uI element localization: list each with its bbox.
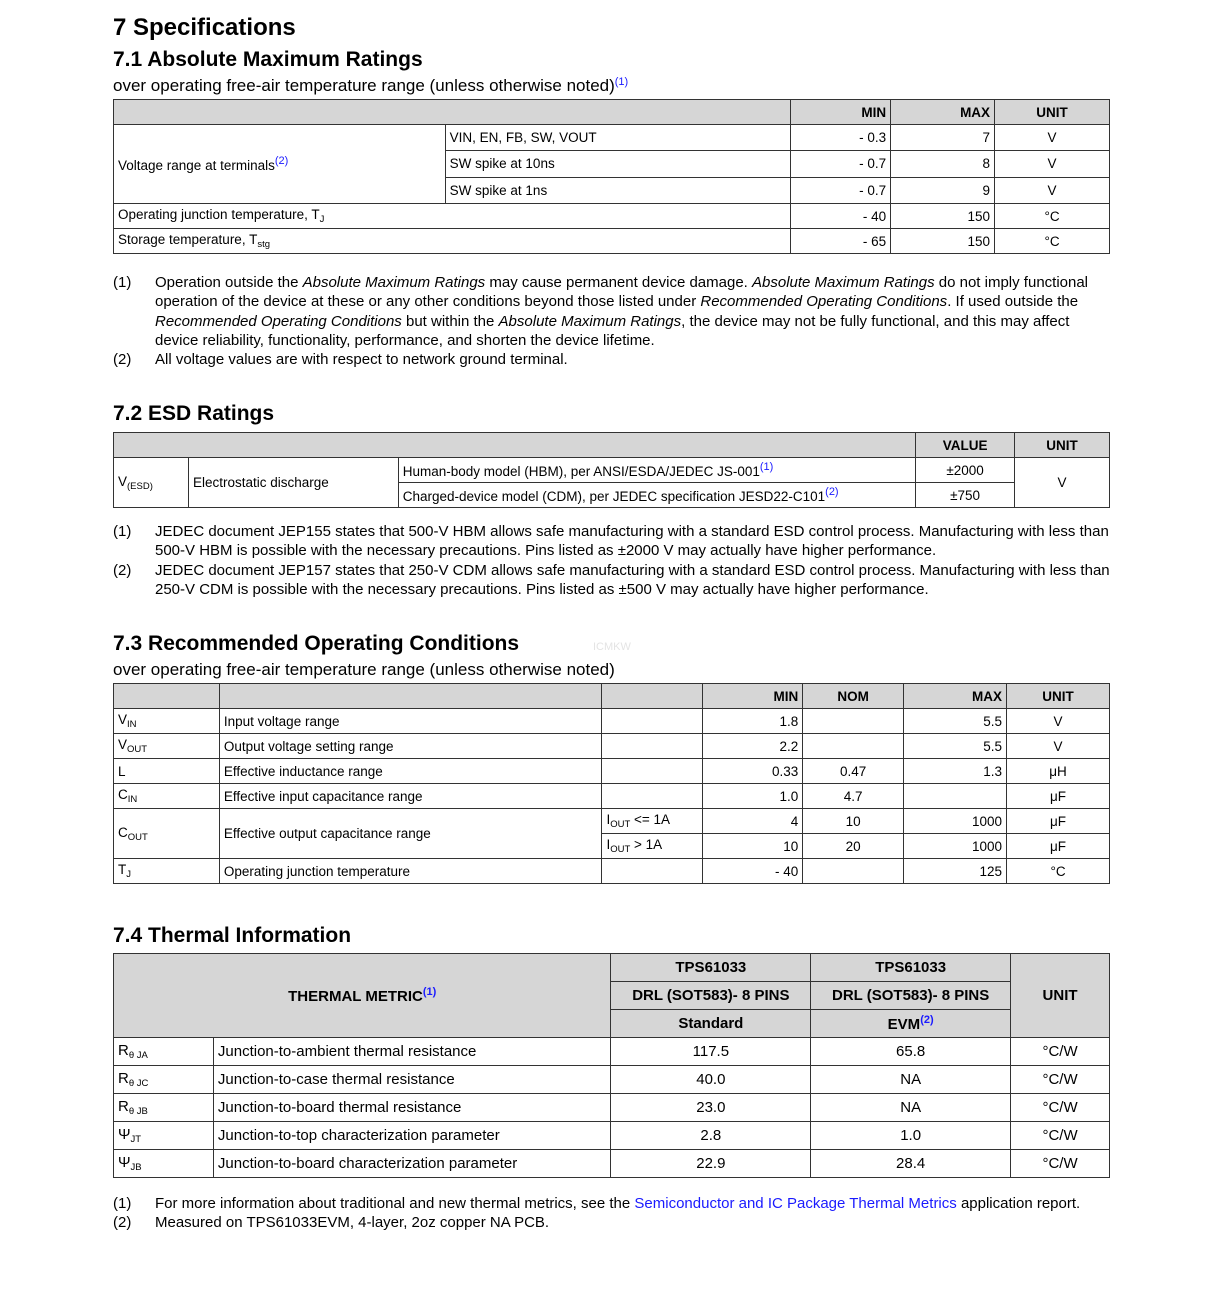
max-value: 7 bbox=[891, 125, 995, 151]
min-value: - 0.7 bbox=[791, 151, 891, 177]
symbol-text: T bbox=[118, 862, 127, 877]
max-value: 150 bbox=[891, 204, 995, 229]
nom-value: 4.7 bbox=[803, 784, 904, 809]
symbol-text: V bbox=[118, 712, 128, 727]
table-row bbox=[114, 1038, 1110, 1066]
subscript: IN bbox=[127, 794, 138, 805]
footnote-ref-link[interactable]: (1) bbox=[614, 76, 629, 88]
parameter: Input voltage range bbox=[219, 709, 602, 734]
header-text: THERMAL METRIC bbox=[288, 988, 423, 1005]
table-row bbox=[114, 709, 1110, 734]
header-min: MIN bbox=[703, 684, 803, 709]
table-header-row bbox=[114, 100, 1110, 125]
max-value bbox=[904, 784, 1007, 809]
esd-model bbox=[398, 458, 915, 483]
symbol-text: L bbox=[118, 763, 126, 779]
condition bbox=[602, 859, 703, 884]
unit-value: V bbox=[1007, 734, 1110, 759]
nom-value bbox=[803, 709, 904, 734]
esd-heading: 7.2 ESD Ratings bbox=[113, 402, 275, 425]
table-row bbox=[114, 1122, 1110, 1150]
unit-value: °C/W bbox=[1011, 1094, 1110, 1122]
evm-value: NA bbox=[811, 1094, 1011, 1122]
max-value: 5.5 bbox=[904, 734, 1007, 759]
symbol bbox=[114, 809, 220, 859]
nom-value bbox=[803, 859, 904, 884]
footnote bbox=[113, 522, 1110, 561]
symbol bbox=[114, 1122, 214, 1150]
abs-max-footnotes bbox=[113, 273, 1110, 369]
footnote-text bbox=[155, 1194, 1110, 1213]
table-row bbox=[114, 458, 1110, 483]
roc-heading: 7.3 Recommended Operating Conditions bbox=[113, 632, 520, 655]
header-unit: UNIT bbox=[1015, 433, 1110, 458]
esd-footnotes bbox=[113, 522, 1110, 599]
abs-max-heading: 7.1 Absolute Maximum Ratings bbox=[113, 48, 423, 71]
nom-value: 0.47 bbox=[803, 759, 904, 784]
standard-value: 23.0 bbox=[611, 1094, 811, 1122]
condition: VIN, EN, FB, SW, VOUT bbox=[445, 125, 791, 151]
footnote-text: All voltage values are with respect to network ground terminal. bbox=[155, 351, 568, 369]
table-row bbox=[114, 759, 1110, 784]
unit-value: V bbox=[995, 151, 1110, 177]
unit-value: °C bbox=[1007, 859, 1110, 884]
evm-value: 65.8 bbox=[811, 1038, 1011, 1066]
table-row bbox=[114, 1066, 1110, 1094]
symbol-text: C bbox=[118, 824, 128, 840]
italic-run: Absolute Maximum Ratings bbox=[752, 274, 935, 291]
unit-value: V bbox=[995, 125, 1110, 151]
symbol bbox=[114, 1094, 214, 1122]
table-header-row bbox=[114, 684, 1110, 709]
evm-value: NA bbox=[811, 1066, 1011, 1094]
symbol bbox=[114, 1038, 214, 1066]
subscript: θ JB bbox=[128, 1106, 148, 1117]
thermal-heading: 7.4 Thermal Information bbox=[113, 924, 352, 947]
cond-symbol: I bbox=[606, 812, 611, 827]
min-value: 2.2 bbox=[703, 734, 803, 759]
col1-variant: Standard bbox=[611, 1010, 811, 1038]
min-value: 1.8 bbox=[703, 709, 803, 734]
footnote-text: Measured on TPS61033EVM, 4-layer, 2oz copper NA PCB. bbox=[155, 1214, 550, 1232]
condition: SW spike at 1ns bbox=[445, 177, 791, 203]
subscript: IN bbox=[127, 719, 137, 730]
footnote bbox=[113, 273, 1110, 350]
text-run: application report. bbox=[956, 1195, 1081, 1212]
subscript: θ JA bbox=[128, 1050, 148, 1061]
text-run: do not imply functional operation of the device at these or any other conditions beyond those listed under bbox=[155, 274, 1089, 311]
italic-run: Recommended Operating Conditions bbox=[700, 293, 948, 311]
footnote-ref-link[interactable]: (2) bbox=[825, 486, 839, 498]
footnote bbox=[113, 350, 1110, 369]
evm-value: 1.0 bbox=[811, 1122, 1011, 1150]
max-value: 125 bbox=[904, 859, 1007, 884]
symbol bbox=[114, 1150, 214, 1178]
header-unit: UNIT bbox=[995, 100, 1110, 125]
footnote-ref-link[interactable]: (1) bbox=[422, 986, 437, 998]
symbol-text: R bbox=[118, 1070, 129, 1087]
min-value: - 65 bbox=[791, 229, 891, 254]
esd-symbol bbox=[114, 458, 189, 508]
max-value: 150 bbox=[891, 229, 995, 254]
table-row bbox=[114, 734, 1110, 759]
parameter: Junction-to-case thermal resistance bbox=[213, 1066, 611, 1094]
parameter: Output voltage setting range bbox=[219, 734, 602, 759]
footnote-ref-link[interactable]: (2) bbox=[274, 155, 289, 167]
thermal-metric-header bbox=[114, 954, 611, 1038]
watermark: ICMKW bbox=[593, 641, 631, 653]
min-value: - 40 bbox=[703, 859, 803, 884]
abs-max-table bbox=[113, 99, 1110, 254]
standard-value: 22.9 bbox=[611, 1150, 811, 1178]
italic-run: Absolute Maximum Ratings bbox=[498, 312, 682, 330]
variant-text: EVM bbox=[887, 1016, 921, 1033]
text-run: may cause permanent device damage. bbox=[485, 274, 753, 291]
header-blank bbox=[219, 684, 602, 709]
col1-device: TPS61033 bbox=[611, 954, 811, 982]
unit-value: °C/W bbox=[1011, 1122, 1110, 1150]
footnote-number: (2) bbox=[113, 1214, 132, 1232]
italic-run: Absolute Maximum Ratings bbox=[302, 274, 486, 291]
header-unit: UNIT bbox=[1011, 954, 1110, 1038]
unit-value: °C/W bbox=[1011, 1038, 1110, 1066]
header-nom: NOM bbox=[803, 684, 904, 709]
table-row bbox=[114, 125, 1110, 151]
table-row bbox=[114, 1150, 1110, 1178]
header-max: MAX bbox=[904, 684, 1007, 709]
min-value: 10 bbox=[703, 834, 803, 859]
roc-table bbox=[113, 683, 1110, 884]
max-value: 1000 bbox=[904, 809, 1007, 834]
condition bbox=[602, 734, 703, 759]
condition bbox=[602, 709, 703, 734]
unit-value: °C/W bbox=[1011, 1150, 1110, 1178]
unit-value: V bbox=[1007, 709, 1110, 734]
symbol bbox=[114, 709, 220, 734]
text-run: Operation outside the bbox=[155, 274, 303, 291]
symbol-text: R bbox=[118, 1098, 129, 1115]
footnote bbox=[113, 1194, 1110, 1213]
header-max: MAX bbox=[891, 100, 995, 125]
nom-value: 20 bbox=[803, 834, 904, 859]
table-row bbox=[114, 809, 1110, 834]
condition bbox=[602, 809, 703, 834]
header-unit: UNIT bbox=[1007, 684, 1110, 709]
symbol bbox=[114, 859, 220, 884]
subscript: stg bbox=[257, 239, 271, 250]
symbol bbox=[114, 734, 220, 759]
footnote-ref-link[interactable]: (1) bbox=[759, 461, 774, 473]
unit-value: μF bbox=[1007, 809, 1110, 834]
subscript: J bbox=[126, 869, 131, 880]
max-value: 8 bbox=[891, 151, 995, 177]
footnote bbox=[113, 561, 1110, 600]
footnote-text: JEDEC document JEP155 states that 500-V HBM allows safe manufacturing with a standard ESD control process. Manufacturing with less than 500-V HBM is possible with the necessary precautions. Pins listed as ±2000 V may actually have higher performance. bbox=[155, 523, 1109, 560]
table-row bbox=[114, 859, 1110, 884]
esd-table bbox=[113, 432, 1110, 508]
standard-value: 40.0 bbox=[611, 1066, 811, 1094]
header-blank bbox=[602, 684, 703, 709]
subscript: OUT bbox=[127, 744, 148, 755]
footnote bbox=[113, 1213, 1110, 1232]
unit-value: μF bbox=[1007, 784, 1110, 809]
condition bbox=[602, 784, 703, 809]
max-value: 1000 bbox=[904, 834, 1007, 859]
text-run: For more information about traditional and new thermal metrics, see the bbox=[155, 1195, 635, 1212]
symbol bbox=[114, 1066, 214, 1094]
parameter: Effective inductance range bbox=[219, 759, 602, 784]
model-text: Human-body model (HBM), per ANSI/ESDA/JEDEC JS-001 bbox=[402, 464, 760, 479]
abs-max-subtitle-text: over operating free-air temperature range (unless otherwise noted) bbox=[113, 76, 615, 95]
header-blank bbox=[114, 684, 220, 709]
esd-label: Electrostatic discharge bbox=[188, 458, 398, 508]
condition bbox=[602, 759, 703, 784]
header-min: MIN bbox=[791, 100, 891, 125]
table-header-row bbox=[114, 954, 1110, 982]
symbol-text: V bbox=[118, 473, 128, 489]
symbol bbox=[114, 759, 220, 784]
esd-value: ±750 bbox=[916, 483, 1015, 508]
storage-temp-label bbox=[114, 229, 791, 254]
label-text: Operating junction temperature, T bbox=[118, 207, 320, 222]
subscript: OUT bbox=[610, 819, 631, 830]
min-value: - 0.3 bbox=[791, 125, 891, 151]
header-blank bbox=[114, 433, 916, 458]
parameter: Junction-to-top characterization parameter bbox=[213, 1122, 611, 1150]
footnote-number: (1) bbox=[113, 523, 132, 540]
text-run: . If used outside the bbox=[947, 293, 1079, 311]
condition bbox=[602, 834, 703, 859]
voltage-range-text: Voltage range at terminals bbox=[118, 158, 275, 173]
symbol-text: R bbox=[118, 1042, 129, 1059]
min-value: 1.0 bbox=[703, 784, 803, 809]
footnote-number: (1) bbox=[113, 1195, 132, 1212]
col2-device: TPS61033 bbox=[811, 954, 1011, 982]
cond-symbol: I bbox=[606, 837, 611, 852]
subscript: JB bbox=[130, 1162, 142, 1173]
min-value: - 40 bbox=[791, 204, 891, 229]
footnote-text bbox=[155, 273, 1110, 350]
table-row bbox=[114, 1094, 1110, 1122]
esd-value: ±2000 bbox=[916, 458, 1015, 483]
italic-run: Recommended Operating Conditions bbox=[155, 312, 402, 330]
cond-text: > 1A bbox=[630, 837, 663, 852]
table-row bbox=[114, 784, 1110, 809]
parameter: Junction-to-board thermal resistance bbox=[213, 1094, 611, 1122]
parameter: Operating junction temperature bbox=[219, 859, 602, 884]
text-run: but within the bbox=[401, 312, 499, 330]
cond-text: <= 1A bbox=[630, 812, 671, 827]
min-value: 0.33 bbox=[703, 759, 803, 784]
section-title: 7 Specifications bbox=[113, 14, 296, 41]
unit-value: °C bbox=[995, 229, 1110, 254]
max-value: 5.5 bbox=[904, 709, 1007, 734]
symbol-text: Ψ bbox=[118, 1154, 131, 1171]
unit-value: μH bbox=[1007, 759, 1110, 784]
subscript: θ JC bbox=[128, 1078, 149, 1089]
thermal-table bbox=[113, 953, 1110, 1178]
max-value: 9 bbox=[891, 177, 995, 203]
model-text: Charged-device model (CDM), per JEDEC specification JESD22-C101 bbox=[402, 489, 826, 504]
thermal-metrics-report-link[interactable]: Semiconductor and IC Package Thermal Metrics bbox=[634, 1195, 957, 1212]
header-value: VALUE bbox=[916, 433, 1015, 458]
col2-variant bbox=[811, 1010, 1011, 1038]
header-blank bbox=[114, 100, 791, 125]
footnote-number: (2) bbox=[113, 351, 132, 369]
roc-subtitle: over operating free-air temperature range (unless otherwise noted) bbox=[113, 660, 615, 679]
unit-value: °C/W bbox=[1011, 1066, 1110, 1094]
min-value: - 0.7 bbox=[791, 177, 891, 203]
evm-value: 28.4 bbox=[811, 1150, 1011, 1178]
nom-value: 10 bbox=[803, 809, 904, 834]
standard-value: 2.8 bbox=[611, 1122, 811, 1150]
parameter: Junction-to-ambient thermal resistance bbox=[213, 1038, 611, 1066]
table-row bbox=[114, 229, 1110, 254]
unit-value: μF bbox=[1007, 834, 1110, 859]
max-value: 1.3 bbox=[904, 759, 1007, 784]
parameter: Junction-to-board characterization parameter bbox=[213, 1150, 611, 1178]
esd-unit: V bbox=[1015, 458, 1110, 508]
footnote-number: (1) bbox=[113, 274, 132, 291]
condition: SW spike at 10ns bbox=[445, 151, 791, 177]
parameter: Effective input capacitance range bbox=[219, 784, 602, 809]
symbol bbox=[114, 784, 220, 809]
thermal-footnotes bbox=[113, 1194, 1110, 1233]
text-run: , the device may not be fully functional, and this may affect device reliability, functionality, performance, and shorten the device lifetime. bbox=[155, 312, 1070, 349]
parameter: Effective output capacitance range bbox=[219, 809, 602, 859]
symbol-text: C bbox=[118, 787, 128, 802]
col2-package: DRL (SOT583)- 8 PINS bbox=[811, 982, 1011, 1010]
standard-value: 117.5 bbox=[611, 1038, 811, 1066]
label-text: Storage temperature, T bbox=[118, 232, 258, 247]
subscript: J bbox=[319, 214, 325, 225]
unit-value: V bbox=[995, 177, 1110, 203]
table-header-row bbox=[114, 433, 1110, 458]
symbol-text: Ψ bbox=[118, 1126, 131, 1143]
unit-value: °C bbox=[995, 204, 1110, 229]
esd-model bbox=[398, 483, 915, 508]
nom-value bbox=[803, 734, 904, 759]
subscript: OUT bbox=[127, 831, 148, 843]
subscript: (ESD) bbox=[127, 480, 153, 492]
table-row bbox=[114, 204, 1110, 229]
subscript: OUT bbox=[610, 844, 631, 855]
junction-temp-label bbox=[114, 204, 791, 229]
footnote-text: JEDEC document JEP157 states that 250-V CDM allows safe manufacturing with a standard ESD control process. Manufacturing with less than 250-V CDM is possible with the necessary precautions. Pins listed as ±500 V may actually have higher performance. bbox=[155, 561, 1110, 598]
footnote-number: (2) bbox=[113, 561, 132, 579]
abs-max-subtitle bbox=[113, 76, 628, 96]
symbol-text: V bbox=[118, 737, 128, 752]
col1-package: DRL (SOT583)- 8 PINS bbox=[611, 982, 811, 1010]
min-value: 4 bbox=[703, 809, 803, 834]
footnote-ref-link[interactable]: (2) bbox=[920, 1014, 934, 1026]
subscript: JT bbox=[130, 1134, 142, 1145]
voltage-range-label bbox=[114, 125, 446, 204]
